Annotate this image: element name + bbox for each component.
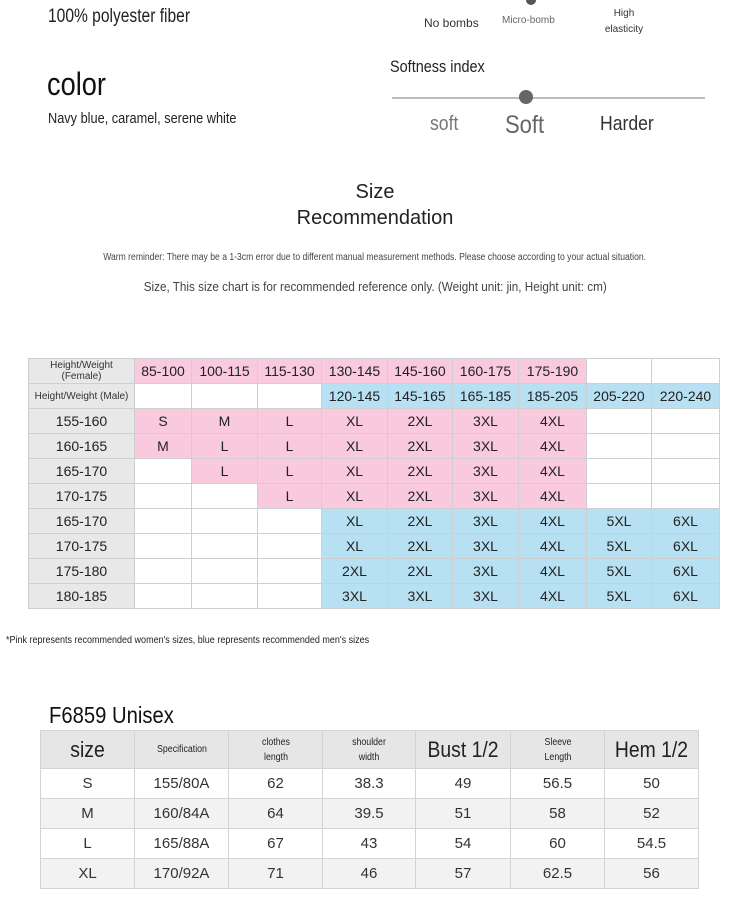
size-cell: 2XL [388, 484, 453, 509]
size-row [29, 509, 720, 534]
color-heading: color [47, 66, 106, 102]
size-row [29, 584, 720, 609]
female-weight-cell: 145-160 [388, 359, 453, 384]
product-cell: 62.5 [511, 859, 605, 889]
size-cell: M [192, 409, 258, 434]
elasticity-label-no-bombs: No bombs [424, 16, 479, 30]
height-cell: 155-160 [29, 409, 135, 434]
product-cell: L [41, 829, 135, 859]
size-cell [135, 534, 192, 559]
product-cell: 50 [605, 769, 699, 799]
size-cell: M [135, 434, 192, 459]
female-weight-cell: 115-130 [258, 359, 322, 384]
size-cell: 3XL [388, 584, 453, 609]
size-cell [135, 509, 192, 534]
size-cell: L [258, 459, 322, 484]
size-cell: 3XL [322, 584, 388, 609]
size-cell: 2XL [388, 459, 453, 484]
size-cell: 5XL [587, 559, 652, 584]
product-header-label: Hem 1/2 [614, 736, 689, 762]
size-recommendation-table [28, 358, 720, 609]
size-row [29, 484, 720, 509]
product-row [41, 829, 699, 859]
size-row [29, 434, 720, 459]
product-cell: 52 [605, 799, 699, 829]
size-cell: 6XL [652, 509, 720, 534]
elasticity-label-high: High elasticity [604, 8, 644, 35]
size-cell: 2XL [388, 509, 453, 534]
product-header-label: Sleeve Length [544, 736, 571, 763]
size-cell [192, 559, 258, 584]
size-cell [587, 459, 652, 484]
product-header-cell [323, 731, 416, 769]
product-header-cell [229, 731, 323, 769]
height-cell: 170-175 [29, 484, 135, 509]
product-cell: 51 [416, 799, 511, 829]
product-cell: 165/88A [135, 829, 229, 859]
product-cell: 46 [323, 859, 416, 889]
product-header-label: clothes length [261, 736, 290, 763]
female-weight-cell: 130-145 [322, 359, 388, 384]
size-cell: L [258, 409, 322, 434]
female-weight-cell: 85-100 [135, 359, 192, 384]
material-text: 100% polyester fiber [48, 6, 191, 27]
female-weight-cell: 160-175 [453, 359, 519, 384]
product-cell: 58 [511, 799, 605, 829]
size-row [29, 534, 720, 559]
size-cell: 4XL [519, 509, 587, 534]
product-row [41, 769, 699, 799]
size-cell: 2XL [388, 559, 453, 584]
size-cell [192, 509, 258, 534]
product-cell: 67 [229, 829, 323, 859]
elasticity-marker [526, 0, 536, 5]
product-row [41, 859, 699, 889]
product-cell: 56 [605, 859, 699, 889]
product-cell: 160/84A [135, 799, 229, 829]
size-row [29, 459, 720, 484]
male-weight-cell: 185-205 [519, 384, 587, 409]
product-cell: 57 [416, 859, 511, 889]
size-cell: 2XL [388, 409, 453, 434]
size-cell: 3XL [453, 534, 519, 559]
unit-note [0, 279, 750, 294]
size-cell [192, 584, 258, 609]
size-cell: 3XL [453, 484, 519, 509]
size-cell: XL [322, 509, 388, 534]
size-cell: 5XL [587, 509, 652, 534]
female-weight-cell [652, 359, 720, 384]
size-cell: 4XL [519, 534, 587, 559]
size-cell: XL [322, 459, 388, 484]
product-cell: 49 [416, 769, 511, 799]
product-header-label: shoulder width [352, 736, 386, 763]
size-cell: 3XL [453, 409, 519, 434]
size-cell [135, 559, 192, 584]
size-cell [135, 584, 192, 609]
product-cell: 56.5 [511, 769, 605, 799]
male-weight-cell: 165-185 [453, 384, 519, 409]
male-weight-cell [258, 384, 322, 409]
product-cell: 43 [323, 829, 416, 859]
size-cell: 2XL [388, 534, 453, 559]
size-cell: 3XL [453, 459, 519, 484]
product-cell: 64 [229, 799, 323, 829]
size-cell [192, 534, 258, 559]
size-title-line1: Size [355, 181, 395, 203]
product-title: F6859 Unisex [49, 702, 174, 728]
size-cell: L [192, 434, 258, 459]
softness-label-soft: soft [430, 113, 459, 135]
product-header-cell [41, 731, 135, 769]
size-cell: 3XL [453, 584, 519, 609]
product-header-cell [605, 731, 699, 769]
size-cell [192, 484, 258, 509]
size-cell: 5XL [587, 534, 652, 559]
size-cell [652, 459, 720, 484]
male-header-cell: Height/Weight (Male) [29, 384, 135, 409]
product-cell: 54 [416, 829, 511, 859]
product-cell: 155/80A [135, 769, 229, 799]
unit-note-text: Size, This size chart is for recommended reference only. (Weight unit: jin, Height unit: cm) [143, 279, 607, 294]
size-cell: 4XL [519, 559, 587, 584]
male-weight-cell [135, 384, 192, 409]
size-cell: 4XL [519, 584, 587, 609]
size-cell: 2XL [322, 559, 388, 584]
size-cell: XL [322, 534, 388, 559]
female-weight-row [29, 359, 720, 384]
softness-title: Softness index [390, 57, 485, 76]
female-weight-cell: 100-115 [192, 359, 258, 384]
size-cell: 4XL [519, 434, 587, 459]
product-header-label: size [70, 736, 105, 762]
male-weight-cell: 120-145 [322, 384, 388, 409]
product-header-label: Bust 1/2 [427, 736, 499, 762]
height-cell: 160-165 [29, 434, 135, 459]
size-cell: 5XL [587, 584, 652, 609]
size-cell [652, 484, 720, 509]
female-weight-cell [587, 359, 652, 384]
size-cell: S [135, 409, 192, 434]
product-cell: 62 [229, 769, 323, 799]
product-cell: 170/92A [135, 859, 229, 889]
size-row [29, 409, 720, 434]
size-cell [258, 534, 322, 559]
color-footnote: *Pink represents recommended women's sizes, blue represents recommended men's sizes [6, 635, 370, 646]
size-cell [135, 484, 192, 509]
size-cell: 4XL [519, 459, 587, 484]
height-cell: 180-185 [29, 584, 135, 609]
product-measurement-table [40, 730, 699, 889]
size-title-line2: Recommendation [296, 207, 454, 229]
product-cell: S [41, 769, 135, 799]
size-cell: 6XL [652, 534, 720, 559]
size-cell: XL [322, 434, 388, 459]
size-cell [652, 409, 720, 434]
female-weight-cell: 175-190 [519, 359, 587, 384]
product-cell: 54.5 [605, 829, 699, 859]
product-cell: 39.5 [323, 799, 416, 829]
height-cell: 175-180 [29, 559, 135, 584]
softness-label-harder: Harder [600, 113, 654, 135]
size-cell [587, 434, 652, 459]
softness-scale-line [392, 97, 705, 99]
warm-reminder [0, 252, 750, 263]
size-cell [652, 434, 720, 459]
size-cell [258, 559, 322, 584]
product-header-cell [135, 731, 229, 769]
male-weight-cell: 220-240 [652, 384, 720, 409]
size-cell: 4XL [519, 409, 587, 434]
elasticity-label-micro-bomb: Micro-bomb [502, 15, 555, 26]
softness-scale-knob [519, 90, 533, 104]
size-cell [258, 509, 322, 534]
size-row [29, 559, 720, 584]
male-weight-cell: 205-220 [587, 384, 652, 409]
color-values: Navy blue, caramel, serene white [48, 110, 237, 127]
height-cell: 165-170 [29, 509, 135, 534]
product-cell: M [41, 799, 135, 829]
size-cell: 3XL [453, 559, 519, 584]
male-weight-cell: 145-165 [388, 384, 453, 409]
male-weight-cell [192, 384, 258, 409]
size-cell: XL [322, 409, 388, 434]
product-cell: XL [41, 859, 135, 889]
product-row [41, 799, 699, 829]
product-header-cell [511, 731, 605, 769]
product-header-cell [416, 731, 511, 769]
product-cell: 38.3 [323, 769, 416, 799]
height-cell: 165-170 [29, 459, 135, 484]
size-cell: L [258, 484, 322, 509]
product-header-row [41, 731, 699, 769]
size-cell: 6XL [652, 584, 720, 609]
size-cell [587, 409, 652, 434]
size-cell: 6XL [652, 559, 720, 584]
size-cell [135, 459, 192, 484]
size-cell: 4XL [519, 484, 587, 509]
softness-label-selected: Soft [505, 111, 545, 139]
size-cell: L [258, 434, 322, 459]
size-cell: 3XL [453, 509, 519, 534]
product-cell: 60 [511, 829, 605, 859]
size-cell [587, 484, 652, 509]
height-cell: 170-175 [29, 534, 135, 559]
size-cell: L [192, 459, 258, 484]
male-weight-row [29, 384, 720, 409]
female-header-cell: Height/Weight (Female) [29, 359, 135, 384]
warm-reminder-text: Warm reminder: There may be a 1-3cm error due to different manual measurement methods. Please choose according to your actual situation. [103, 252, 647, 263]
size-cell [258, 584, 322, 609]
size-cell: XL [322, 484, 388, 509]
product-cell: 71 [229, 859, 323, 889]
size-cell: 3XL [453, 434, 519, 459]
product-header-label: Specification [156, 744, 207, 755]
size-cell: 2XL [388, 434, 453, 459]
